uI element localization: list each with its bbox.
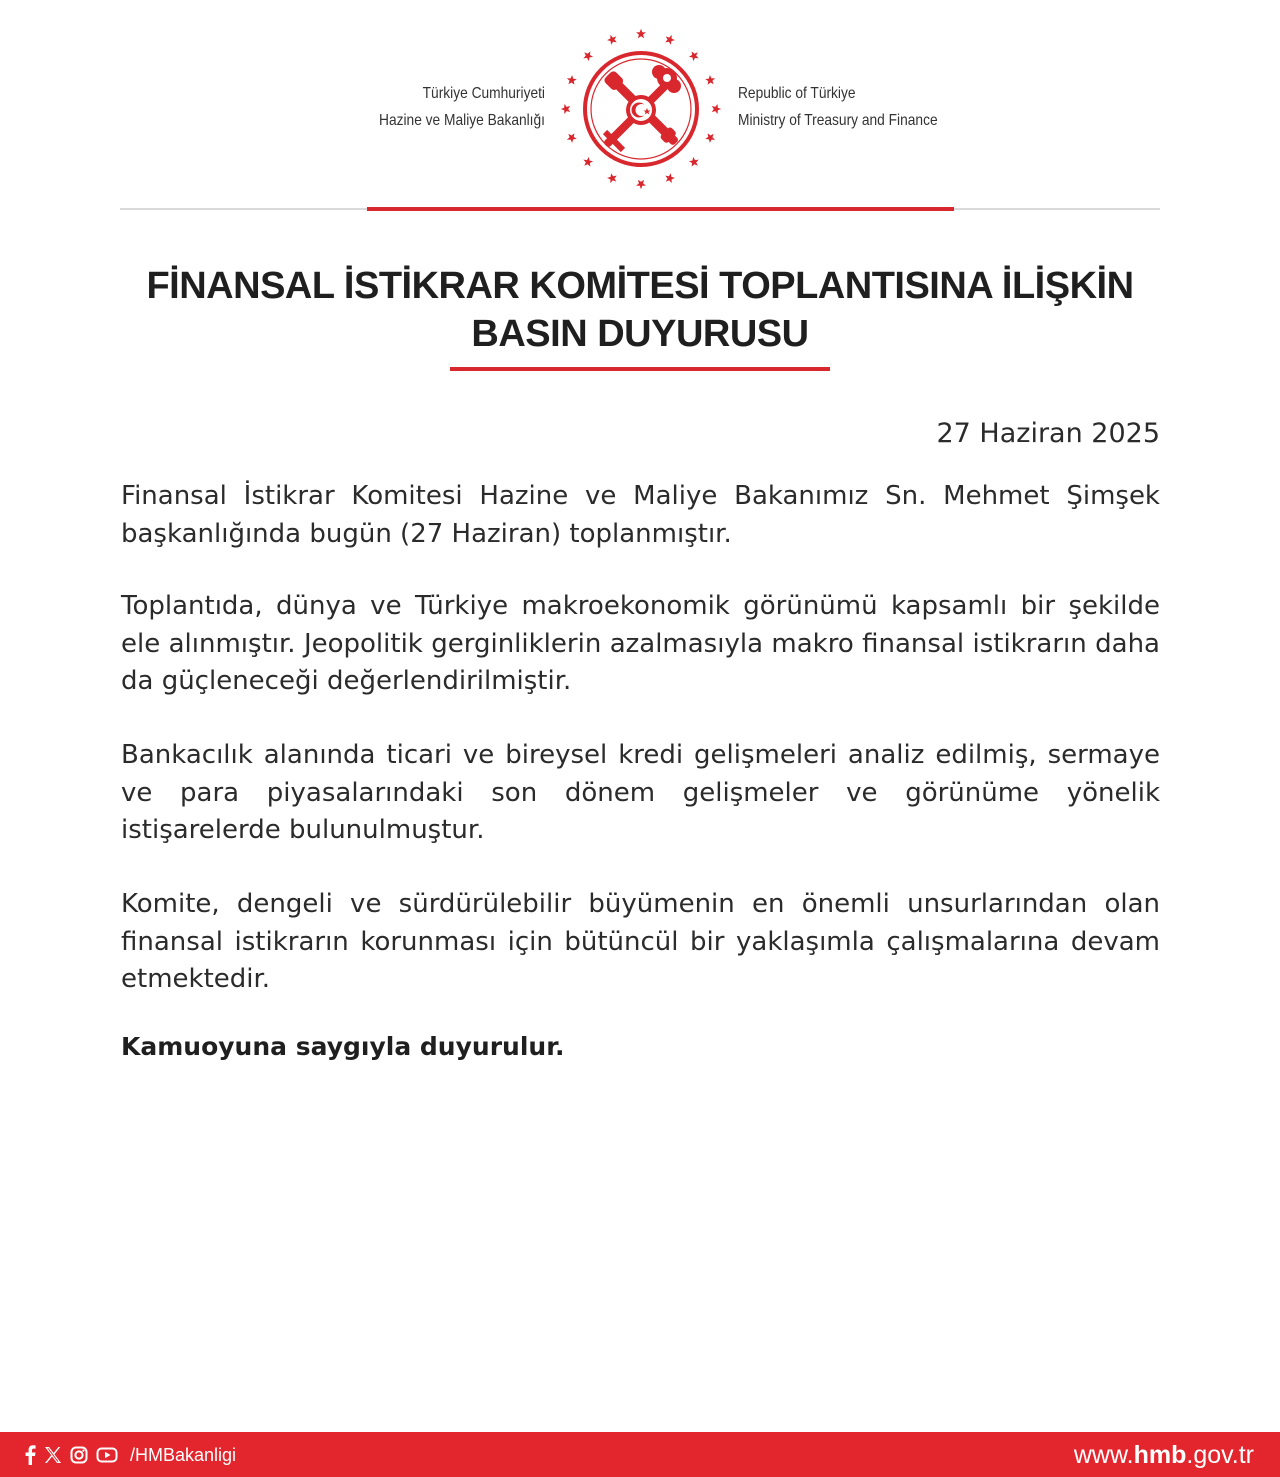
title-line1: FİNANSAL İSTİKRAR KOMİTESİ TOPLANTISINA İLİŞKİN <box>146 265 1134 307</box>
site-prefix: www. <box>1073 1441 1134 1469</box>
seal-star <box>607 173 617 183</box>
seal-star <box>665 173 675 183</box>
footer-bar <box>0 1432 1280 1477</box>
instagram-icon[interactable] <box>70 1446 88 1464</box>
closing-line: Kamuoyuna saygıyla duyurulur. <box>121 1032 565 1061</box>
seal-star <box>689 157 699 167</box>
org-name-turkish <box>379 80 545 134</box>
page-title <box>0 262 1280 358</box>
org-en-line1: Republic of Türkiye <box>738 85 856 102</box>
title-line2: BASIN DUYURUSU <box>471 313 809 355</box>
paragraph-1: Finansal İstikrar Komitesi Hazine ve Maliye Bakanımız Sn. Mehmet Şimşek başkanlığında bugün (27 Haziran) toplanmıştır. <box>121 481 1160 549</box>
seal-star <box>583 51 593 61</box>
seal-star <box>636 180 646 189</box>
facebook-icon[interactable] <box>24 1445 36 1465</box>
org-tr-line1: Türkiye Cumhuriyeti <box>422 85 545 102</box>
seal-star <box>583 157 593 167</box>
org-name-english <box>738 80 938 134</box>
site-bold: hmb <box>1133 1441 1187 1469</box>
seal-star <box>689 51 699 61</box>
social-handle[interactable]: /HMBakanligi <box>130 1444 237 1465</box>
ministry-seal-logo <box>553 22 729 192</box>
seal-star <box>705 133 715 143</box>
org-en-line2: Ministry of Treasury and Finance <box>738 112 938 129</box>
seal-star <box>665 35 675 45</box>
social-links <box>24 1444 236 1466</box>
x-icon[interactable] <box>44 1446 62 1464</box>
seal-star <box>712 104 721 114</box>
announcement-date: 27 Haziran 2025 <box>936 418 1160 449</box>
seal-star <box>636 29 646 38</box>
paragraph-2: Toplantıda, dünya ve Türkiye makroekonomik görünümü kapsamlı bir şekilde ele alınmıştır. Jeopolitik gerginliklerin azalmasıyla makro finansal istikrarın daha da güçleneceği değerlendirilmiştir. <box>121 591 1160 696</box>
website-link[interactable] <box>1074 1441 1254 1470</box>
seal-star <box>607 35 617 45</box>
paragraph-3: Bankacılık alanında ticari ve bireysel kredi gelişmeleri analiz edilmiş, sermaye ve para piyasalarındaki son dönem gelişmeler ve görünüme yönelik istişarelerde bulunulmuştur. <box>121 740 1160 845</box>
header-divider-accent <box>367 207 954 211</box>
seal-star <box>705 75 715 85</box>
seal-star <box>561 104 570 114</box>
title-underline <box>450 367 830 371</box>
paragraph-4: Komite, dengeli ve sürdürülebilir büyümenin en önemli unsurlarından olan finansal istikrarın korunması için bütüncül bir yaklaşımla çalışmalarına devam etmektedir. <box>121 889 1160 994</box>
org-tr-line2: Hazine ve Maliye Bakanlığı <box>379 112 545 129</box>
seal-star <box>567 133 577 143</box>
letterhead <box>0 0 1280 200</box>
youtube-icon[interactable] <box>96 1446 118 1464</box>
seal-star <box>567 75 577 85</box>
site-suffix: .gov.tr <box>1186 1441 1254 1469</box>
